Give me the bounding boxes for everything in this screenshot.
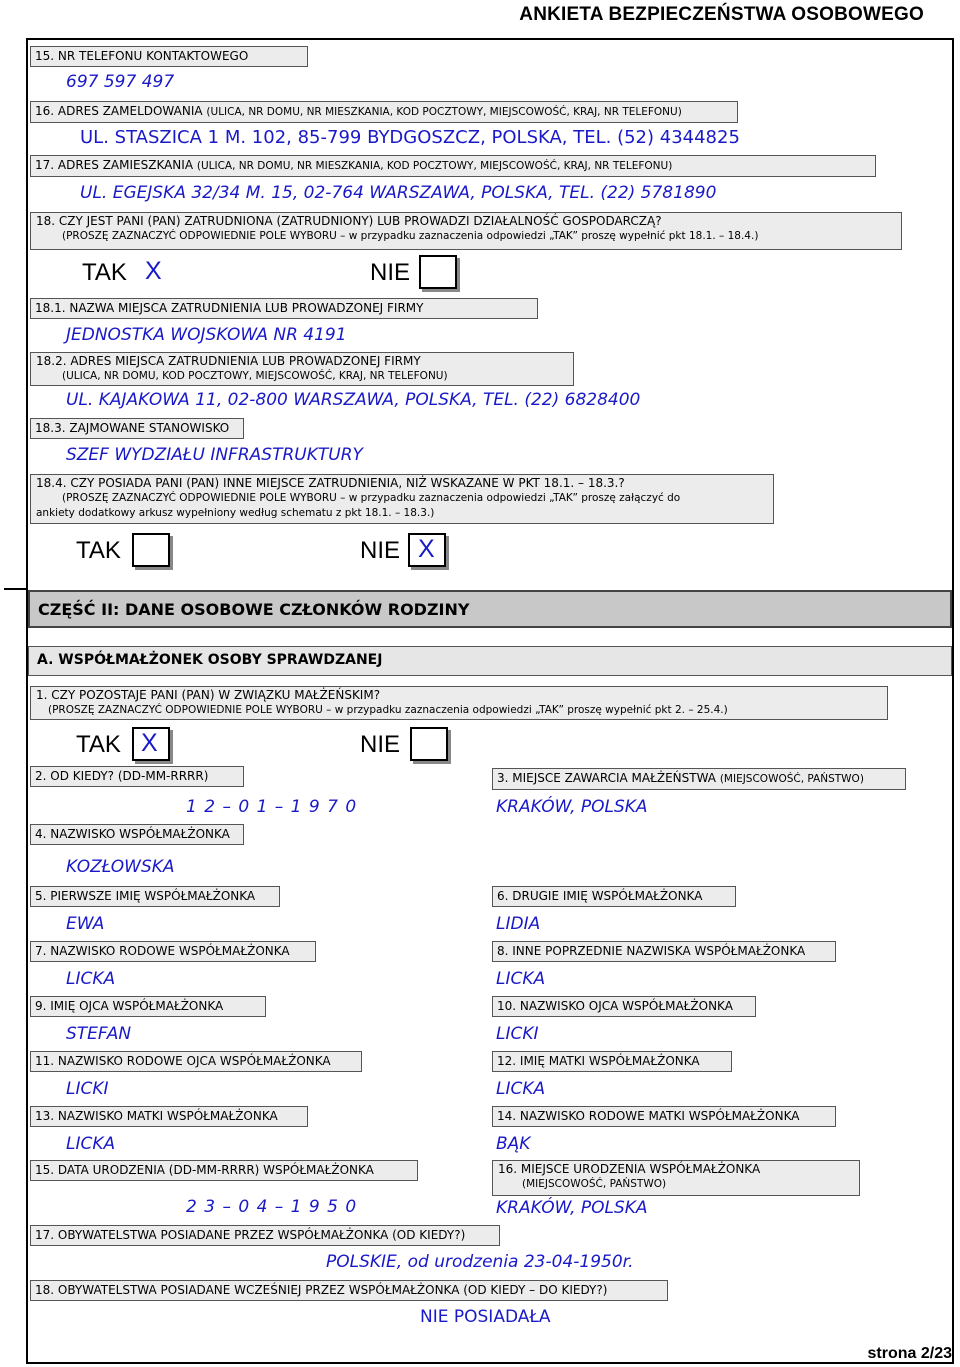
a8-label: 8. INNE POPRZEDNIE NAZWISKA WSPÓŁMAŁŻONKA: [492, 941, 836, 962]
q18-2-hint: (ULICA, NR DOMU, KOD POCZTOWY, MIEJSCOWOŚĆ, KRAJ, NR TELEFONU): [62, 370, 448, 382]
q18-4-label-text: 18.4. CZY POSIADA PANI (PAN) INNE MIEJSCE ZATRUDNIENIA, NIŻ WSKAZANE W PKT 18.1. – 18.3.?: [36, 476, 625, 490]
q18-yes-checkbox[interactable]: [136, 255, 174, 289]
a11-label: 11. NAZWISKO RODOWE OJCA WSPÓŁMAŁŻONKA: [30, 1051, 362, 1072]
a3-label-text: 3. MIEJSCE ZAWARCIA MAŁŻEŃSTWA: [497, 771, 716, 785]
q17-answer[interactable]: UL. EGEJSKA 32/34 M. 15, 02-764 WARSZAWA, POLSKA, TEL. (22) 5781890: [80, 183, 717, 203]
margin-tick: [4, 588, 26, 590]
q16-hint: (ULICA, NR DOMU, NR MIESZKANIA, KOD POCZTOWY, MIEJSCOWOŚĆ, KRAJ, NR TELEFONU): [206, 106, 682, 118]
form-title: ANKIETA BEZPIECZEŃSTWA OSOBOWEGO: [519, 4, 924, 25]
q17-hint: (ULICA, NR DOMU, NR MIESZKANIA, KOD POCZTOWY, MIEJSCOWOŚĆ, KRAJ, NR TELEFONU): [196, 160, 673, 172]
a16-answer[interactable]: KRAKÓW, POLSKA: [496, 1198, 648, 1218]
q16-answer[interactable]: UL. STASZICA 1 M. 102, 85-799 BYDGOSZCZ, POLSKA, TEL. (52) 4344825: [80, 127, 740, 148]
a11-answer[interactable]: LICKI: [66, 1079, 109, 1099]
a6-answer[interactable]: LIDIA: [496, 914, 541, 934]
a16-hint: (MIEJSCOWOŚĆ, PAŃSTWO): [522, 1178, 667, 1190]
q18-yes-label: TAK: [82, 259, 127, 286]
q18-4-no-label: NIE: [360, 537, 401, 564]
a12-label: 12. IMIĘ MATKI WSPÓŁMAŁŻONKA: [492, 1051, 732, 1072]
q15-label: 15. NR TELEFONU KONTAKTOWEGO: [30, 46, 308, 67]
a1-label: [30, 686, 888, 720]
q18-no-label: NIE: [370, 259, 411, 286]
a7-answer[interactable]: LICKA: [66, 969, 116, 989]
a16-label-text: 16. MIEJSCE URODZENIA WSPÓŁMAŁŻONKA: [498, 1162, 761, 1176]
a1-no-checkbox[interactable]: [410, 727, 448, 761]
a1-yes-checkbox[interactable]: [132, 727, 170, 761]
q18-4-no-mark: X: [418, 535, 435, 563]
q18-2-label: [30, 352, 574, 386]
a8-answer[interactable]: LICKA: [496, 969, 546, 989]
a18-label: 18. OBYWATELSTWA POSIADANE WCZEŚNIEJ PRZEZ WSPÓŁMAŁŻONKA (OD KIEDY – DO KIEDY?): [30, 1280, 668, 1301]
q16-label: [30, 101, 738, 123]
q18-hint: (PROSZĘ ZAZNACZYĆ ODPOWIEDNIE POLE WYBORU – w przypadku zaznaczenia odpowiedzi „TAK” proszę wypełnić pkt 18.1. – 18.4.): [62, 230, 759, 242]
a13-answer[interactable]: LICKA: [66, 1134, 116, 1154]
q18-4-hint-2: ankiety dodatkowy arkusz wypełniony według schematu z pkt 18.1. – 18.3.): [36, 507, 435, 519]
q18-4-hint-1: (PROSZĘ ZAZNACZYĆ ODPOWIEDNIE POLE WYBORU – w przypadku zaznaczenia odpowiedzi „TAK” proszę załączyć do: [62, 492, 681, 504]
q18-yes-mark: X: [145, 257, 162, 285]
a3-label: [492, 768, 906, 790]
a2-label: 2. OD KIEDY? (DD-MM-RRRR): [30, 766, 244, 787]
a10-answer[interactable]: LICKI: [496, 1024, 539, 1044]
a10-label: 10. NAZWISKO OJCA WSPÓŁMAŁŻONKA: [492, 996, 756, 1017]
q18-4-yes-label: TAK: [76, 537, 121, 564]
q18-no-checkbox[interactable]: [419, 255, 457, 289]
a13-label: 13. NAZWISKO MATKI WSPÓŁMAŁŻONKA: [30, 1106, 308, 1127]
a6-label: 6. DRUGIE IMIĘ WSPÓŁMAŁŻONKA: [492, 886, 736, 907]
q15-answer[interactable]: 697 597 497: [66, 72, 175, 92]
q18-4-label: [30, 474, 774, 524]
a12-answer[interactable]: LICKA: [496, 1079, 546, 1099]
a16-label: [492, 1160, 860, 1196]
q17-label-text: 17. ADRES ZAMIESZKANIA: [35, 158, 194, 172]
a4-label: 4. NAZWISKO WSPÓŁMAŁŻONKA: [30, 824, 244, 845]
a5-label: 5. PIERWSZE IMIĘ WSPÓŁMAŁŻONKA: [30, 886, 280, 907]
q18-label-text: 18. CZY JEST PANI (PAN) ZATRUDNIONA (ZATRUDNIONY) LUB PROWADZI DZIAŁALNOŚĆ GOSPODARCZĄ?: [36, 214, 662, 228]
q18-3-answer[interactable]: SZEF WYDZIAŁU INFRASTRUKTURY: [66, 445, 363, 465]
a9-label: 9. IMIĘ OJCA WSPÓŁMAŁŻONKA: [30, 996, 266, 1017]
a2-answer[interactable]: 1 2 – 0 1 – 1 9 7 0: [186, 797, 358, 817]
a3-answer[interactable]: KRAKÓW, POLSKA: [496, 797, 648, 817]
q18-4-no-checkbox[interactable]: [408, 533, 446, 567]
a1-yes-label: TAK: [76, 731, 121, 758]
section-2-header: CZĘŚĆ II: DANE OSOBOWE CZŁONKÓW RODZINY: [28, 590, 952, 628]
a14-label: 14. NAZWISKO RODOWE MATKI WSPÓŁMAŁŻONKA: [492, 1106, 836, 1127]
q18-1-label: 18.1. NAZWA MIEJSCA ZATRUDNIENIA LUB PROWADZONEJ FIRMY: [30, 298, 538, 319]
a1-hint: (PROSZĘ ZAZNACZYĆ ODPOWIEDNIE POLE WYBORU – w przypadku zaznaczenia odpowiedzi „TAK” proszę wypełnić pkt 2. – 25.4.): [48, 704, 728, 716]
a5-answer[interactable]: EWA: [66, 914, 105, 934]
a1-label-text: 1. CZY POZOSTAJE PANI (PAN) W ZWIĄZKU MAŁŻEŃSKIM?: [36, 688, 381, 702]
q18-2-answer[interactable]: UL. KAJAKOWA 11, 02-800 WARSZAWA, POLSKA, TEL. (22) 6828400: [66, 390, 641, 410]
q18-1-answer[interactable]: JEDNOSTKA WOJSKOWA NR 4191: [66, 325, 347, 345]
a7-label: 7. NAZWISKO RODOWE WSPÓŁMAŁŻONKA: [30, 941, 316, 962]
q18-label: [30, 212, 902, 250]
a18-answer[interactable]: NIE POSIADAŁA: [420, 1307, 551, 1327]
a4-answer[interactable]: KOZŁOWSKA: [66, 857, 175, 877]
page-number: strona 2/23: [867, 1345, 952, 1362]
a3-hint: (MIEJSCOWOŚĆ, PAŃSTWO): [719, 773, 864, 785]
a17-label: 17. OBYWATELSTWA POSIADANE PRZEZ WSPÓŁMAŁŻONKA (OD KIEDY?): [30, 1225, 500, 1246]
q18-4-yes-checkbox[interactable]: [132, 533, 170, 567]
a15-answer[interactable]: 2 3 – 0 4 – 1 9 5 0: [186, 1197, 358, 1217]
q16-label-text: 16. ADRES ZAMELDOWANIA: [35, 104, 203, 118]
a9-answer[interactable]: STEFAN: [66, 1024, 132, 1044]
q18-3-label: 18.3. ZAJMOWANE STANOWISKO: [30, 418, 244, 439]
q18-2-label-text: 18.2. ADRES MIEJSCA ZATRUDNIENIA LUB PROWADZONEJ FIRMY: [36, 354, 421, 368]
subsection-a-header: A. WSPÓŁMAŁŻONEK OSOBY SPRAWDZANEJ: [28, 646, 952, 676]
a15-label: 15. DATA URODZENIA (DD-MM-RRRR) WSPÓŁMAŁŻONKA: [30, 1160, 418, 1181]
a1-no-label: NIE: [360, 731, 401, 758]
a17-answer[interactable]: POLSKIE, od urodzenia 23-04-1950r.: [326, 1252, 634, 1272]
a1-yes-mark: X: [141, 729, 158, 757]
a14-answer[interactable]: BĄK: [496, 1134, 531, 1154]
q17-label: [30, 155, 876, 177]
